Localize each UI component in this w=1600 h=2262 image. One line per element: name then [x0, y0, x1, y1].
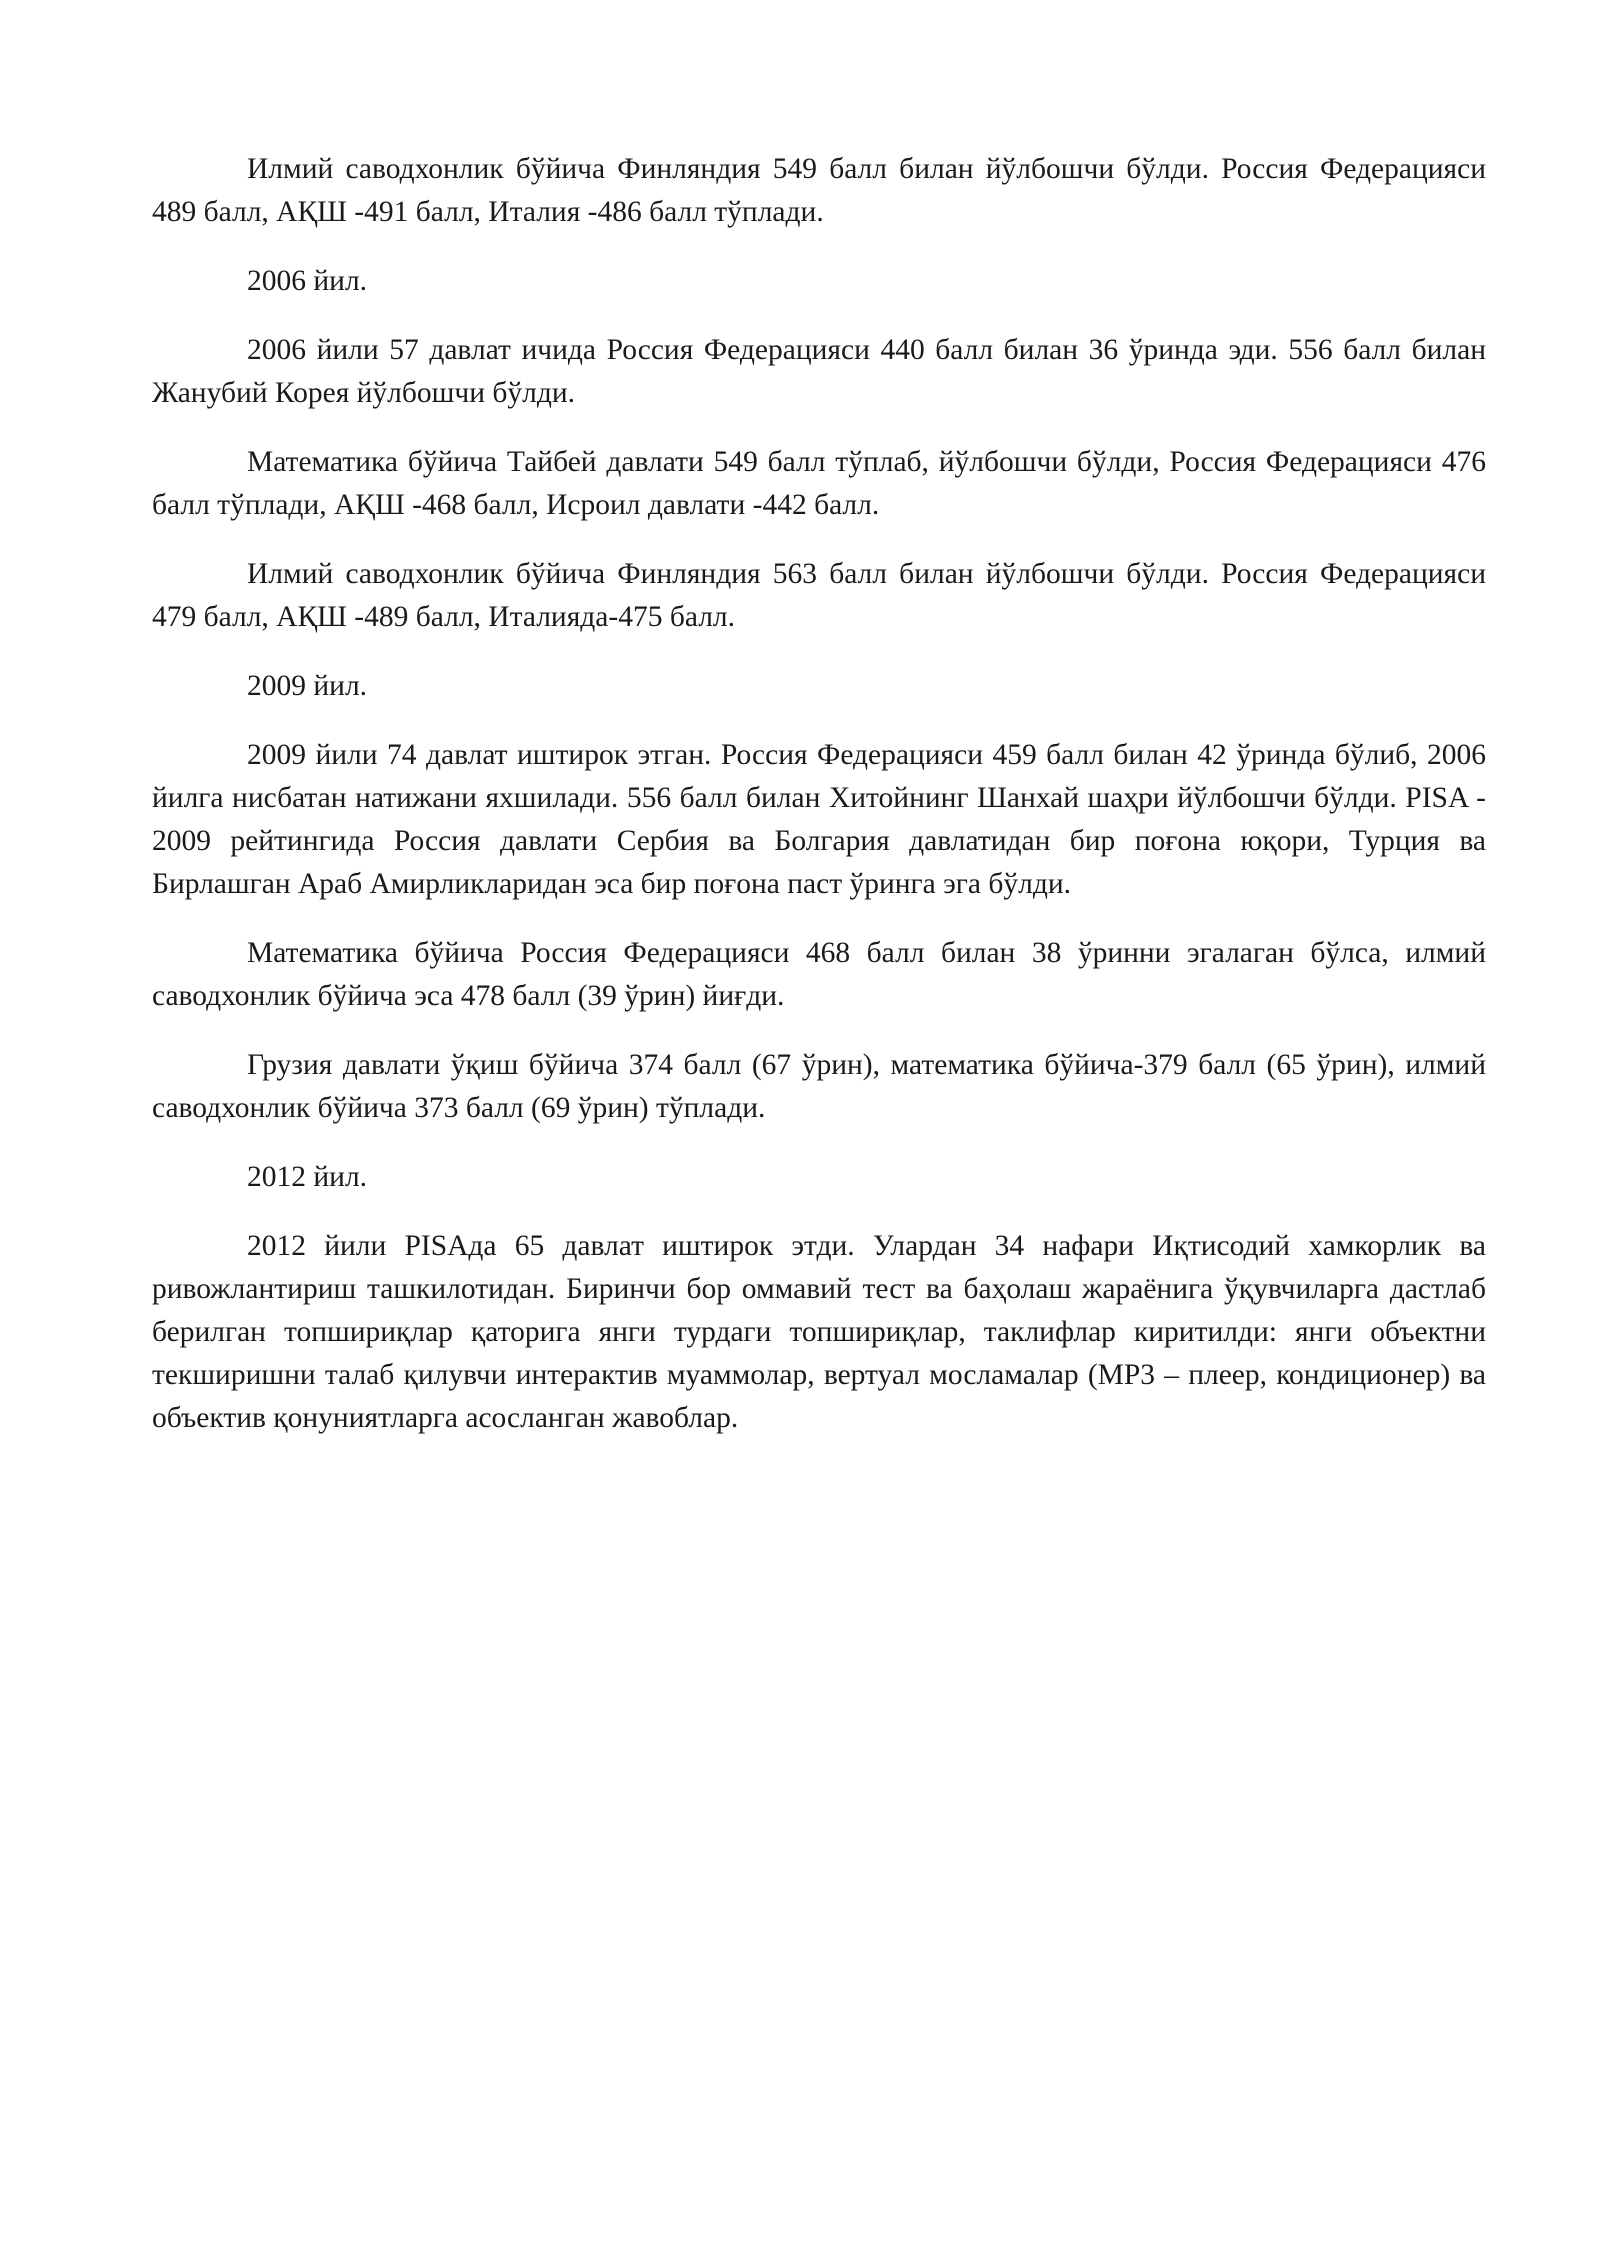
paragraph-2006-overview: 2006 йили 57 давлат ичида Россия Федерацияси 440 балл билан 36 ўринда эди. 556 балл билан Жанубий Корея йўлбошчи бўлди. — [152, 334, 1486, 409]
paragraph-2012-overview: 2012 йили PISAда 65 давлат иштирок этди. Улардан 34 нафари Иқтисодий хамкорлик ва ривожлантириш ташкилотидан. Биринчи бор оммавий тест ва баҳолаш жараёнига ўқувчиларга дастлаб берилган топшириқлар қаторига янги турдаги топшириқлар, таклифлар киритилди: янги объектни текширишни талаб қилувчи интерактив муаммолар, вертуал мосламалар (MP3 – плеер, кондиционер) ва объектив қонуниятларга асосланган жавоблар. — [152, 1230, 1486, 1434]
heading-year-2009: 2009 йил. — [247, 670, 368, 702]
heading-year-2012: 2012 йил. — [247, 1161, 368, 1193]
paragraph-2009-georgia: Грузия давлати ўқиш бўйича 374 балл (67 ўрин), математика бўйича-379 балл (65 ўрин), илмий саводхонлик бўйича 373 балл (69 ўрин) тўплади. — [152, 1049, 1486, 1124]
paragraph-science-2003: Илмий саводхонлик бўйича Финляндия 549 балл билан йўлбошчи бўлди. Россия Федерацияси 489 балл, АҚШ -491 балл, Италия -486 балл тўплади. — [152, 153, 1486, 228]
paragraph-2006-math: Математика бўйича Тайбей давлати 549 балл тўплаб, йўлбошчи бўлди, Россия Федерацияси 476 балл тўплади, АҚШ -468 балл, Исроил давлати -442 балл. — [152, 446, 1486, 521]
paragraph-2006-science: Илмий саводхонлик бўйича Финляндия 563 балл билан йўлбошчи бўлди. Россия Федерацияси 479 балл, АҚШ -489 балл, Италияда-475 балл. — [152, 558, 1486, 633]
document-body — [152, 148, 1486, 1466]
heading-year-2006: 2006 йил. — [247, 265, 368, 297]
paragraph-2009-math-science: Математика бўйича Россия Федерацияси 468 балл билан 38 ўринни эгалаган бўлса, илмий саводхонлик бўйича эса 478 балл (39 ўрин) йиғди. — [152, 937, 1486, 1012]
paragraph-2009-overview: 2009 йили 74 давлат иштирок этган. Россия Федерацияси 459 балл билан 42 ўринда бўлиб, 2006 йилга нисбатан натижани яхшилади. 556 балл билан Хитойнинг Шанхай шаҳри йўлбошчи бўлди. PISA - 2009 рейтингида Россия давлати Сербия ва Болгария давлатидан бир поғона юқори, Турция ва Бирлашган Араб Амирликларидан эса бир поғона паст ўринга эга бўлди. — [152, 739, 1486, 900]
